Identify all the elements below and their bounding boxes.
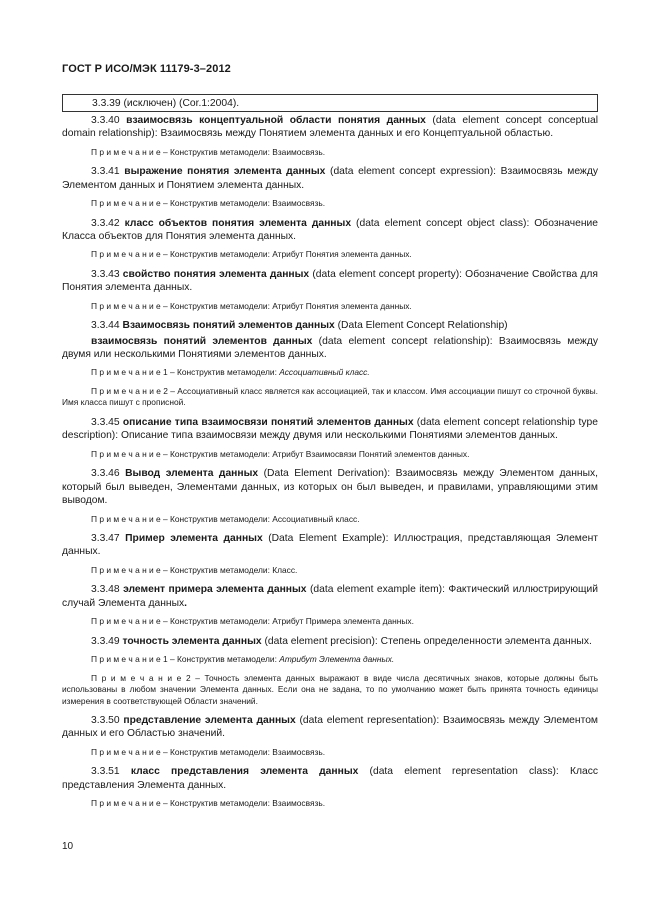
term-entry: 3.3.41 выражение понятия элемента данных (data element concept expression): Взаимосвязь между Элементом данных и Понятием элемента данных. [62, 166, 598, 191]
note: П р и м е ч а н и е – Конструктив метамодели: Взаимосвязь. [91, 746, 326, 757]
note: П р и м е ч а н и е – Конструктив метамодели: Атрибут Взаимосвязи Понятий элементов данных. [91, 448, 470, 459]
note: П р и м е ч а н и е 2 – Точность элемента данных выражают в виде числа десятичных знаков, которые должны быть использованы в любом значении Элемента данных. Если она не задана, то по умолчанию может быть принята точность единицы измерения в соответствующей Области значений. [62, 672, 598, 706]
note: П р и м е ч а н и е – Конструктив метамодели: Взаимосвязь. [91, 198, 326, 209]
note: П р и м е ч а н и е – Конструктив метамодели: Атрибут Примера элемента данных. [91, 616, 414, 627]
note: П р и м е ч а н и е – Конструктив метамодели: Класс. [91, 564, 298, 575]
term-name: точность элемента данных [122, 635, 262, 647]
term-name: Вывод элемента данных [125, 468, 259, 480]
term-entry: 3.3.51 класс представления элемента данных (data element representation class): Класс представления Элемента данных. [62, 766, 598, 791]
term-name: класс представления элемента данных [130, 766, 359, 778]
term-entry: 3.3.40 взаимосвязь концептуальной области понятия данных (data element concept conceptual domain relationship): Взаимосвязь между Понятием элемента данных и его Концептуальной областью. [62, 115, 598, 140]
term-entry: 3.3.42 класс объектов понятия элемента данных (data element concept object class): Обозначение Класса объектов для Понятия элемента данных. [62, 217, 598, 243]
note: П р и м е ч а н и е – Конструктив метамодели: Взаимосвязь. [91, 798, 326, 809]
term-entry: 3.3.46 Вывод элемента данных (Data Element Derivation): Взаимосвязь между Элементом данных, который был выведен, Элементами данных, из которых он был выведен, и правилами, управляющими этим выводом. [62, 468, 598, 507]
term-name: свойство понятия элемента данных [122, 268, 310, 280]
boxed-entry-3-3-39: 3.3.39 (исключен) (Cor.1:2004). [62, 94, 598, 112]
term-entry: 3.3.48 элемент примера элемента данных (data element example item): Фактический иллюстрирующий случай Элемента данных. [62, 584, 598, 609]
term-name: описание типа взаимосвязи понятий элементов данных [122, 416, 414, 428]
term-name: Пример элемента данных [125, 533, 263, 544]
page-number: 10 [62, 841, 74, 852]
term-name: выражение понятия элемента данных [124, 166, 326, 178]
document-header: ГОСТ Р ИСО/МЭК 11179-3–2012 [62, 63, 231, 75]
term-name: Взаимосвязь понятий элементов данных [122, 320, 335, 332]
note: П р и м е ч а н и е – Конструктив метамодели: Атрибут Понятия элемента данных. [91, 300, 412, 311]
note: П р и м е ч а н и е 2 – Ассоциативный класс является как ассоциацией, так и классом. Имя ассоциации пишут со строчной буквы. Имя класса пишут с прописной. [62, 385, 598, 408]
term-name: взаимосвязь концептуальной области понятия данных [126, 115, 426, 126]
term-entry: 3.3.45 описание типа взаимосвязи понятий элементов данных (data element concept relationship type description): Описание типа взаимосвязи между двумя или несколькими Понятиями элементов данных. [62, 416, 598, 442]
note: П р и м е ч а н и е – Конструктив метамодели: Атрибут Понятия элемента данных. [91, 249, 412, 260]
term-name: элемент примера элемента данных [123, 584, 307, 596]
term-entry: 3.3.44 Взаимосвязь понятий элементов данных (Data Element Concept Relationship) [91, 320, 508, 332]
term-entry: 3.3.43 свойство понятия элемента данных (data element concept property): Обозначение Свойства для Понятия элемента данных. [62, 268, 598, 294]
term-name: класс объектов понятия элемента данных [124, 217, 352, 229]
term-entry: 3.3.49 точность элемента данных (data element precision): Степень определенности элемента данных. [91, 635, 592, 647]
page-content [62, 94, 598, 817]
note: П р и м е ч а н и е – Конструктив метамодели: Ассоциативный класс. [91, 513, 360, 524]
term-entry: 3.3.50 представление элемента данных (data element representation): Взаимосвязь между Элементом данных и его Областью значений. [62, 715, 598, 740]
term-name: представление элемента данных [123, 715, 296, 727]
term-entry: 3.3.47 Пример элемента данных (Data Element Example): Иллюстрация, представляющая Элемент данных. [62, 533, 599, 558]
note: П р и м е ч а н и е – Конструктив метамодели: Взаимосвязь. [91, 146, 326, 157]
note: П р и м е ч а н и е 1 – Конструктив метамодели: Атрибут Элемента данных. [91, 654, 395, 665]
term-entry-synonym: взаимосвязь понятий элементов данных (data element concept relationship): Взаимосвязь между двумя или несколькими Понятиями элементов данных. [62, 335, 598, 361]
term-name: взаимосвязь понятий элементов данных [91, 335, 313, 347]
note: П р и м е ч а н и е 1 – Конструктив метамодели: Ассоциативный класс. [91, 367, 370, 378]
